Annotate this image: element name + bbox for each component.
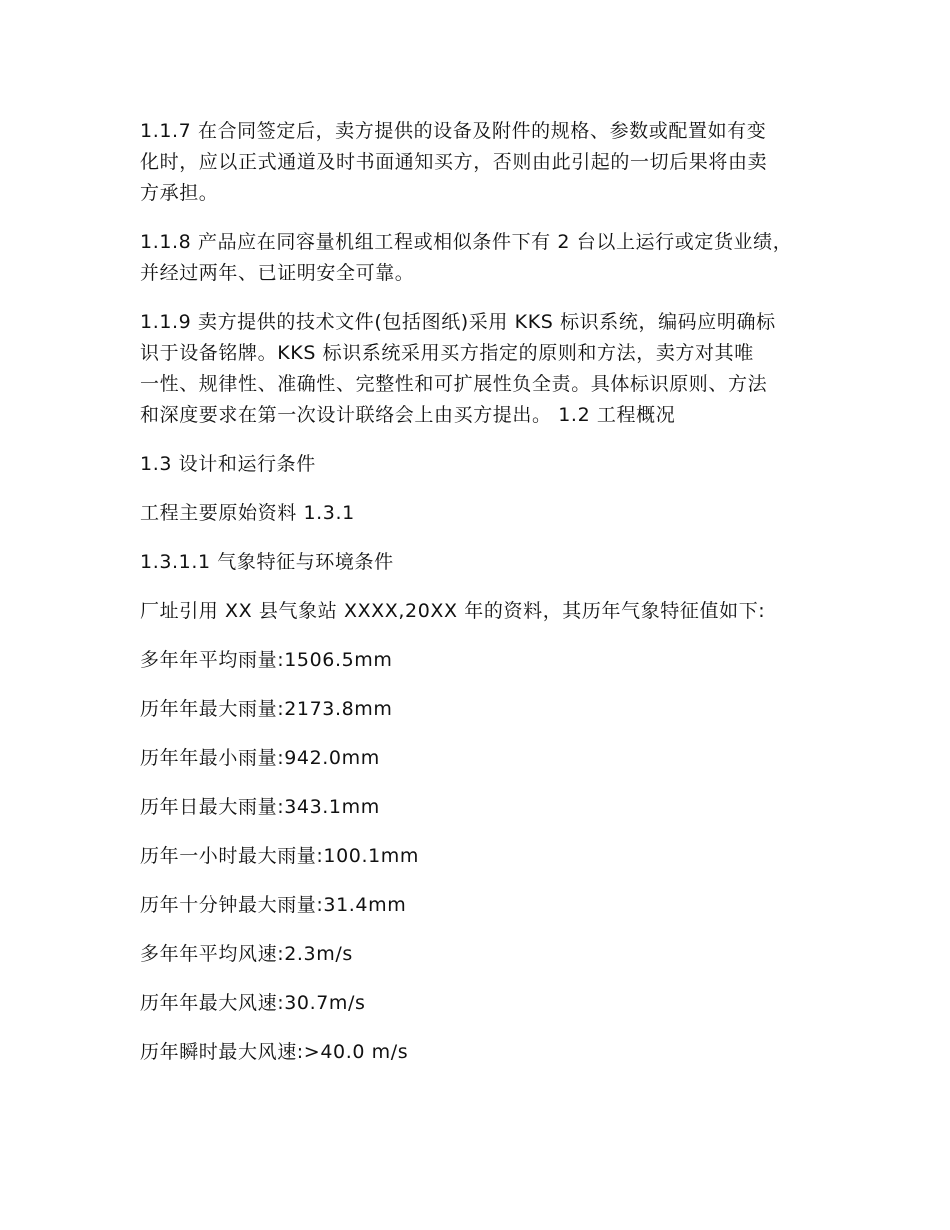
document-body — [140, 116, 830, 1086]
stat-max-daily-rainfall: 历年日最大雨量:343.1mm — [140, 796, 380, 818]
text-line: 1.1.7 在合同签定后，卖方提供的设备及附件的规格、参数或配置如有变 — [140, 120, 767, 142]
stat-max-ten-minute-rainfall: 历年十分钟最大雨量:31.4mm — [140, 894, 407, 916]
stat-avg-annual-rainfall: 多年年平均雨量:1506.5mm — [140, 649, 393, 671]
paragraph-1-1-7 — [140, 116, 830, 209]
stat-max-hourly-rainfall: 历年一小时最大雨量:100.1mm — [140, 845, 420, 867]
text-line: 和深度要求在第一次设计联络会上由买方提出。 1.2 工程概况 — [140, 404, 676, 426]
heading-design-operating-conditions: 1.3 设计和运行条件 — [140, 453, 316, 475]
meteorological-intro: 厂址引用 XX 县气象站 XXXX,20XX 年的资料，其历年气象特征值如下: — [140, 600, 766, 622]
stat-min-annual-rainfall: 历年年最小雨量:942.0mm — [140, 747, 380, 769]
text-line: 并经过两年、已证明安全可靠。 — [140, 262, 415, 284]
stat-max-annual-rainfall: 历年年最大雨量:2173.8mm — [140, 698, 393, 720]
heading-meteorological-conditions: 1.3.1.1 气象特征与环境条件 — [140, 551, 394, 573]
stat-max-instant-wind-speed: 历年瞬时最大风速:>40.0 m/s — [140, 1041, 409, 1063]
stat-avg-annual-wind-speed: 多年年平均风速:2.3m/s — [140, 943, 353, 965]
text-line: 识于设备铭牌。KKS 标识系统采用买方指定的原则和方法，卖方对其唯 — [140, 342, 754, 364]
text-line: 1.1.9 卖方提供的技术文件(包括图纸)采用 KKS 标识系统，编码应明确标 — [140, 311, 776, 333]
text-line: 化时，应以正式通道及时书面通知买方，否则由此引起的一切后果将由卖 — [140, 151, 768, 173]
paragraph-1-1-9 — [140, 307, 830, 431]
stat-max-annual-wind-speed: 历年年最大风速:30.7m/s — [140, 992, 366, 1014]
heading-main-original-data: 工程主要原始资料 1.3.1 — [140, 502, 355, 524]
text-line: 一性、规律性、准确性、完整性和可扩展性负全责。具体标识原则、方法 — [140, 373, 768, 395]
paragraph-1-1-8 — [140, 227, 830, 289]
text-line: 1.1.8 产品应在同容量机组工程或相似条件下有 2 台以上运行或定货业绩， — [140, 231, 793, 253]
text-line: 方承担。 — [140, 182, 219, 204]
